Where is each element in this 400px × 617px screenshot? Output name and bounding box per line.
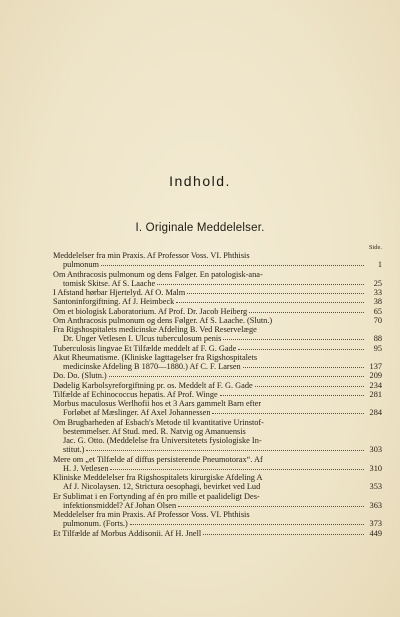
toc-entry-text: stitut.) [63, 445, 85, 455]
toc-entry-line [53, 297, 382, 306]
toc-entry-line [53, 436, 382, 445]
toc-entry-text: Jac. G. Otto. (Meddelelse fra Universitetets fysiologiske In- [63, 436, 262, 445]
toc-entry-text: Om Anthracosis pulmonum og dens Følger. Af S. Laache. (Slutn.) [53, 315, 273, 325]
toc-entry-line [53, 455, 382, 464]
toc-page-number: 449 [369, 528, 382, 538]
toc-page-number: 137 [369, 362, 382, 371]
toc-entry-text: tomisk Skitse. Af S. Laache [63, 278, 156, 288]
dot-leader [176, 301, 364, 303]
dot-leader [86, 449, 364, 451]
toc-entry-text: Akut Rheumatisme. (Kliniske Iagttagelser fra Rigshospitalets [53, 352, 258, 362]
toc-entry-line [53, 464, 382, 473]
toc-entry-line [53, 482, 382, 491]
toc-entry-line [53, 344, 382, 353]
toc-entry-line [53, 427, 382, 436]
toc-entry-line [53, 288, 382, 297]
dot-leader [249, 311, 364, 313]
toc-entry-line [53, 519, 382, 528]
toc-page-number: 281 [369, 389, 382, 399]
dot-leader [243, 366, 364, 368]
toc-entry-text: Tuberculosis lingvae Et Tilfælde meddelt af F. G. Gade [53, 343, 237, 353]
toc-page-number: 209 [369, 371, 382, 381]
toc-entry-line [53, 501, 382, 510]
toc-entry-line [53, 251, 382, 260]
toc-entry-line [53, 473, 382, 482]
toc-entry-text: I Afstand hørbar Hjertelyd. Af O. Malm [53, 288, 186, 297]
dot-leader [110, 468, 364, 470]
toc-page-number: 25 [373, 278, 382, 288]
toc-page-number: 33 [373, 288, 382, 297]
toc-entry-line [53, 492, 382, 501]
dot-leader [130, 523, 364, 525]
toc-entry-text: Om Anthracosis pulmonum og dens Følger. En patologisk-ana- [53, 269, 263, 279]
toc-entry-line [53, 353, 382, 362]
toc-page-number: 70 [373, 315, 382, 325]
toc-entry-line [53, 445, 382, 454]
page-title: Indhold. [169, 173, 231, 189]
toc-entry-text: Meddelelser fra min Praxis. Af Professor Voss. VI. Phthisis [53, 251, 250, 260]
toc-entry-text: Et Tilfælde af Morbus Addisonii. Af H. Jnell [53, 528, 202, 538]
dot-leader [187, 292, 364, 294]
toc-entry-line [53, 381, 382, 390]
toc-entry-text: Af J. Nicolaysen. 12, Strictura oesophagi, bevirket ved Lud [63, 482, 261, 492]
toc-entry-text: Dødelig Karbolsyreforgiftning pr. os. Meddelt af F. G. Gade [53, 380, 253, 390]
toc-entry-line [53, 399, 382, 408]
toc-page-number: 303 [369, 445, 382, 455]
dot-leader [212, 412, 364, 414]
toc-entry-line [53, 529, 382, 538]
toc-page-number: 65 [373, 306, 382, 316]
toc-entry-line [53, 390, 382, 399]
section-heading: I. Originale Meddelelser. [135, 222, 265, 234]
toc-entry-text: Fra Rigshospitalets medicinske Afdeling B. Ved Reservelæge [53, 325, 257, 334]
page-column-label: Side. [368, 244, 382, 251]
dot-leader [178, 505, 364, 507]
toc-entry-line [53, 418, 382, 427]
toc-page-number: 310 [369, 463, 382, 473]
toc-entry-text: Om Brugbarheden af Esbach's Metode til kvantitative Urinstof- [53, 417, 264, 427]
toc-entry-text: H. J. Vetlesen [63, 463, 109, 473]
toc-page-number: 284 [369, 408, 382, 418]
toc-entry-line [53, 260, 382, 269]
toc-entry-line [53, 510, 382, 519]
toc-entry-text: Meddelelser fra min Praxis. Af Professor Voss. VI. Phthisis [53, 510, 250, 519]
dot-leader [101, 264, 364, 266]
toc-entry-text: Dr. Unger Vetlesen I. Ulcus tuberculosum penis [63, 334, 222, 344]
dot-leader [109, 375, 364, 377]
toc-entry-text: Kliniske Meddelelser fra Rigshospitalets kirurgiske Afdeling A [53, 473, 263, 482]
toc-entry-line [53, 334, 382, 343]
toc-entry-text: Santoninforgiftning. Af J. Heimbeck [53, 297, 175, 307]
toc-entry-text: medicinske Afdeling B 1870—1880.) Af C. F. Larsen [63, 362, 241, 371]
toc-page-number: 1 [377, 260, 382, 270]
toc-entry-text: infektionsmiddel? Af Johan Olsen [63, 500, 177, 510]
toc-entry-text: Forløbet af Mæslinger. Af Axel Johannessen [63, 408, 211, 418]
toc-page-number: 38 [373, 297, 382, 307]
toc-entry-line [53, 316, 382, 325]
toc-entry-line [53, 325, 382, 334]
dot-leader [157, 283, 364, 285]
toc-entry-line [53, 279, 382, 288]
toc-entry-line [53, 362, 382, 371]
toc-entry-text: Mere om „et Tilfælde af diffus persisterende Pneumotorax“. Af [53, 454, 263, 464]
toc-entry-text: Do. Do. (Slutn.) [53, 371, 107, 381]
toc-entry-text: bestemmelser. Af Stud. med. R. Natvig og Amanuensis [63, 426, 246, 436]
dot-leader [220, 394, 364, 396]
dot-leader [223, 338, 364, 340]
toc-page-number: 363 [369, 500, 382, 510]
toc-entry-text: pulmonum [63, 260, 99, 270]
toc-entry-line [53, 270, 382, 279]
dot-leader [255, 385, 364, 387]
toc-entry-line [53, 371, 382, 380]
table-of-contents [53, 251, 382, 538]
toc-entry-text: Om et biologisk Laboratorium. Af Prof. Dr. Jacob Heiberg [53, 306, 248, 316]
dot-leader [203, 533, 364, 535]
toc-entry-line [53, 307, 382, 316]
toc-entry-text: pulmonum. (Forts.) [63, 519, 128, 529]
dot-leader [238, 348, 364, 350]
toc-entry-text: Er Sublimat i en Fortynding af én pro mille et paalideligt Des- [53, 491, 260, 501]
toc-page-number: 95 [373, 343, 382, 353]
toc-entry-line [53, 408, 382, 417]
toc-page-number: 88 [373, 334, 382, 344]
toc-page-number: 353 [369, 482, 382, 492]
toc-entry-text: Tilfælde af Echinococcus hepatis. Af Prof. Winge [53, 389, 218, 399]
toc-entry-text: Morbus maculosus Werlhofii hos et 3 Aars gammelt Barn efter [53, 399, 262, 408]
toc-page-number: 373 [369, 519, 382, 529]
toc-page-number: 234 [369, 380, 382, 390]
